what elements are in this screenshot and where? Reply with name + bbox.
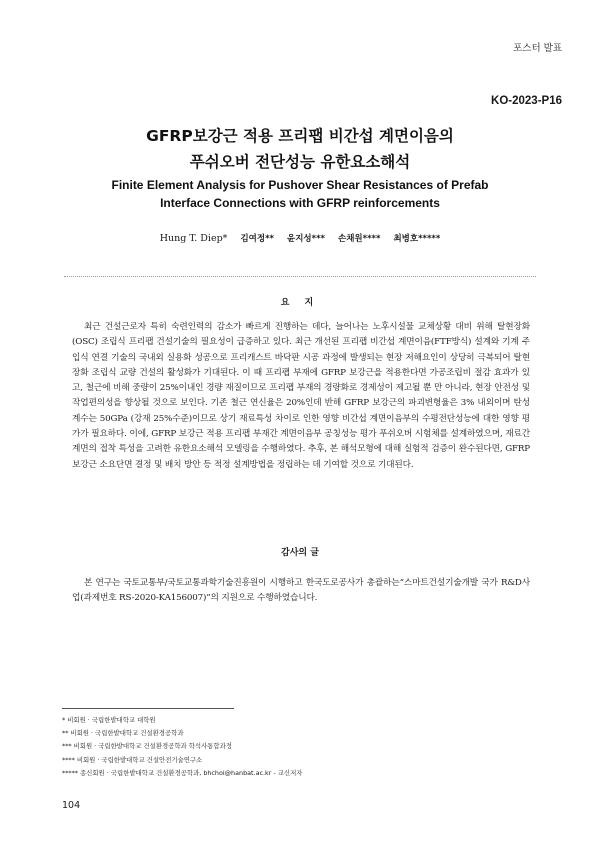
- title-korean-line-1: GFRP보강근 적용 프리팹 비간섭 계면이음의: [146, 127, 454, 145]
- title-divider: [64, 276, 536, 277]
- acknowledgement-paragraph: 본 연구는 국토교통부/국토교통과학기술진흥원이 시행하고 한국도로공사가 총괄하는“스마트건설기술개발 국가 R&D사업(과제번호 RS-2020-KA156007)”의 지원으로 수행하였습니다.: [72, 578, 530, 603]
- footnote-1: * 비회원 · 국립한밭대학교 대학원: [62, 716, 156, 724]
- author-5: 최병호*****: [393, 234, 441, 244]
- title-korean-line-2: 푸쉬오버 전단성능 유한요소해석: [189, 153, 411, 171]
- abstract-body: [72, 320, 530, 473]
- title-english-line-2: Interface Connections with GFRP reinforcements: [160, 196, 440, 210]
- footnote-3: *** 비회원 · 국립한밭대학교 건설환경공학과 학석사통합과정: [62, 742, 232, 751]
- title-english-line-1: Finite Element Analysis for Pushover Shear Resistances of Prefab: [111, 178, 489, 192]
- author-4: 손채원****: [338, 234, 381, 244]
- author-list: [0, 232, 600, 244]
- page-number: 104: [62, 800, 81, 811]
- author-3: 윤지성***: [287, 234, 325, 244]
- abstract-paragraph: 최근 건설근로자 특히 숙련인력의 감소가 빠르게 진행하는 데다, 늘어나는 노후시설물 교체상황 대비 위해 탈현장화(OSC) 조립식 프리팹 건설기술의 필요성이 급증하고 있다. 최근 개선된 프리팹 비간섭 계면이음(FTF방식) 설계와 기계 주입식 연결 기술의 국내외 실용화 성공으로 프리캐스트 바닥판 시공 과정에 발생되는 현장 저해요인이 상당히 극복되어 탈현장화 조립식 교량 건설의 활성화가 기대된다. 이 때 프리팹 부재에 GFRP 보강근을 적용한다면 가공조립비 절감 효과가 있고, 철근에 비해 중량이 25%이내인 경량 재질이므로 프리팹 부재의 경량화로 경제성이 제고될 뿐 만 아니라, 현장 안전성 및 작업편의성을 향상될 것으로 보인다. 기존 철근 연신율은 20%인데 반해 GFRP 보강근의 파괴변형율은 3% 내외이며 탄성계수는 50GPa (강재 25%수준)이므로 상기 재료특성 차이로 인한 영향 비간섭 계면이음부의 수평전단성능에 대한 영향 평가가 필요하다. 이에, GFRP 보강근 적용 프리팹 부재간 계면이음부 공칭성능 평가 푸쉬오버 시험체를 설계하였으며, 재료간 계면의 접착 특성을 고려한 유한요소해석 모델링을 수행하였다. 추후, 본 해석모형에 대해 실험적 검증이 완수된다면, GFRP 보강근 소요단면 결정 및 배치 방안 등 적정 설계방법을 정립하는 데 기여할 것으로 기대된다.: [72, 322, 530, 470]
- acknowledgement-heading: 감사의 글: [281, 548, 319, 558]
- footnote-5: ***** 종신회원 · 국립한밭대학교 건설환경공학과, bhchoi@hanbat.ac.kr - 교신저자: [62, 768, 303, 777]
- paper-id: KO-2023-P16: [491, 95, 562, 107]
- footnotes: [62, 714, 302, 780]
- abstract-heading: 요 지: [280, 298, 320, 308]
- author-1: Hung T. Diep*: [159, 233, 228, 244]
- author-2: 김여정**: [240, 234, 274, 244]
- footnote-4: **** 비회원 · 국립한밭대학교 건설안전기술연구소: [62, 755, 203, 764]
- footnote-rule: [62, 708, 234, 709]
- acknowledgement-body: [72, 576, 530, 606]
- section-category: 포스터 발표: [513, 43, 562, 54]
- footnote-2: ** 비회원 · 국립한밭대학교 건설환경공학과: [62, 729, 184, 738]
